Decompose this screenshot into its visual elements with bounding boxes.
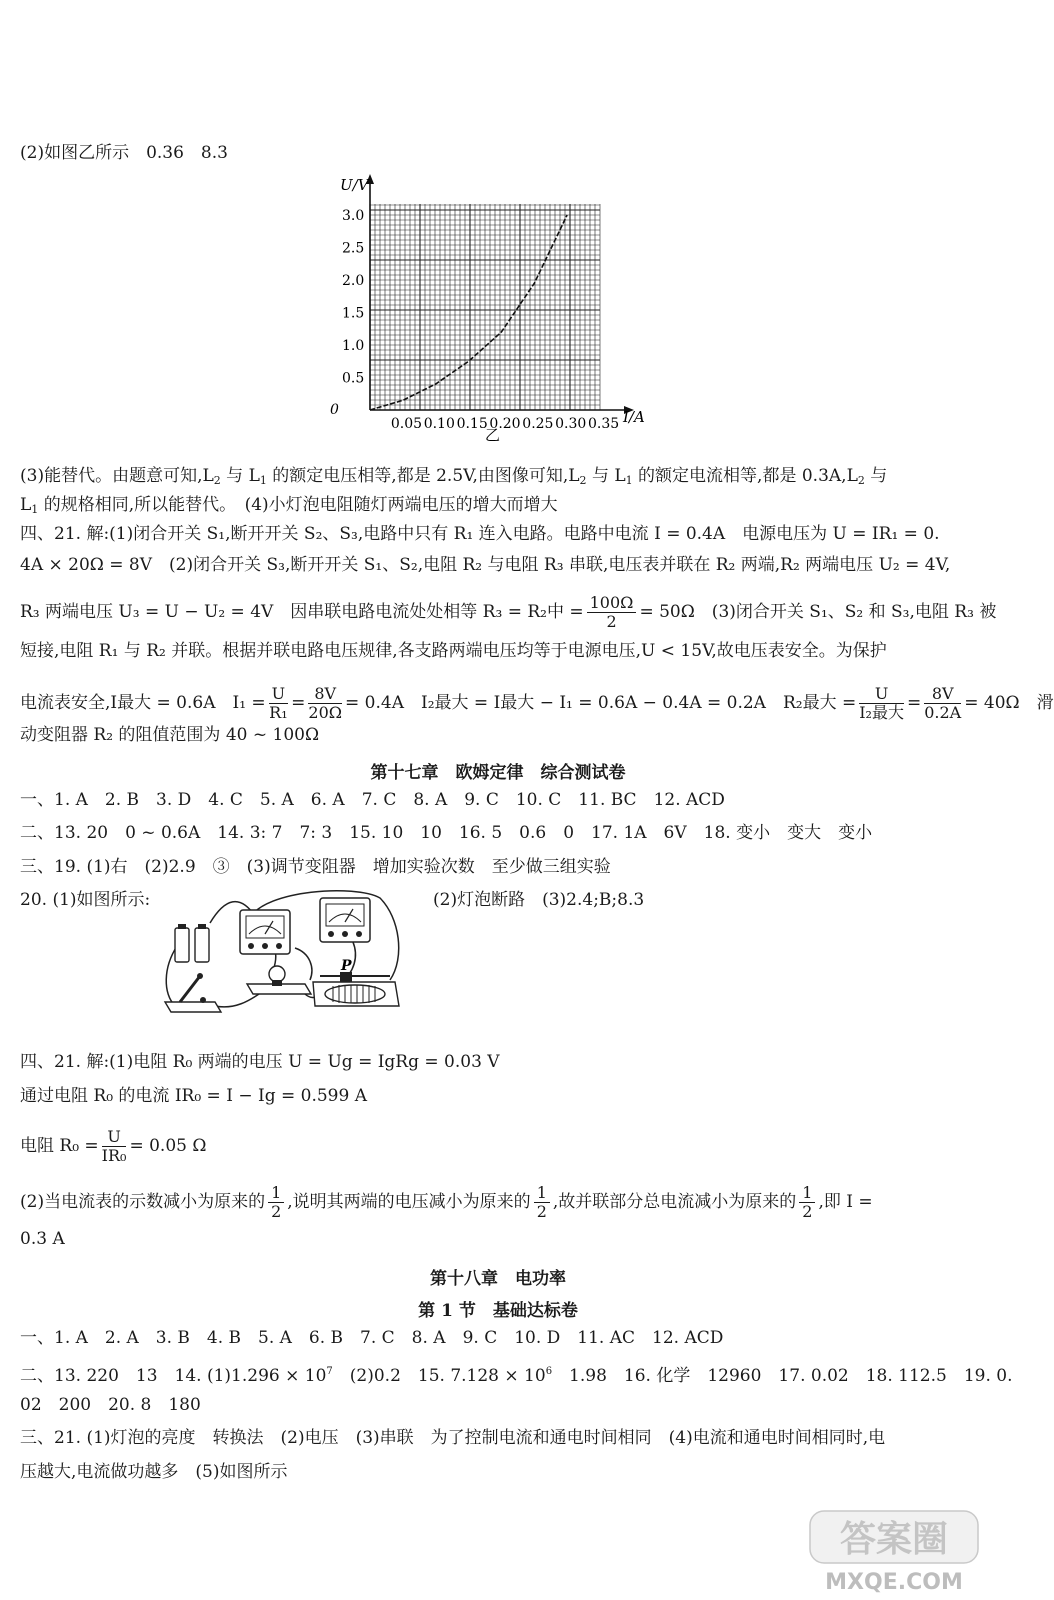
ch17-q21-line1: 四、21. 解:(1)电阻 R₀ 两端的电压 U = Ug = IgRg = 0.03 V (20, 1052, 500, 1072)
ch18-section2-line2: 02 200 20. 8 180 (20, 1395, 201, 1415)
u-i-curve (370, 215, 567, 410)
battery-pack (175, 924, 209, 962)
ch17-q21-line4: (2)当电流表的示数减小为原来的 $\frac{1}{2}$ ,说明其两端的电压减小为原来的 $\frac{1}{2}$ ,故并联部分总电流减小为原来的 $\frac{1}{2}$ ,即 I = (20, 1183, 873, 1221)
ch17-q20: 20. (1)如图所示: (20, 890, 151, 910)
watermark-logo (806, 1505, 982, 1595)
y-tick-label: 1.5 (342, 305, 365, 322)
y-tick-label: 0.5 (342, 370, 365, 387)
x-tick-label: 0.35 (588, 416, 620, 432)
section-1-heading: 第 1 节 基础达标卷 (418, 1301, 578, 1321)
fraction: $\frac{100\Omega}{2}$ (587, 594, 637, 631)
graph-grid (370, 204, 600, 410)
ch18-section1: 一、1. A 2. A 3. B 4. B 5. A 6. B 7. C 8. A 9. C 10. D 11. AC 12. ACD (20, 1328, 724, 1348)
bulb (247, 966, 311, 994)
ammeter (240, 910, 290, 954)
chapter-17-heading: 第十七章 欧姆定律 综合测试卷 (370, 763, 626, 783)
x-tick-label: 0.05 (390, 416, 423, 432)
q21-line5: 电流表安全,I最大 = 0.6A I₁ = $\frac{U}{\text{R₁}}$ = $\frac{8V}{20\Omega}$ = 0.4A I₂最大 = I最大 − I₁ = 0.6A − 0.4A = 0.2A R₂最大 = $\frac{U}{\text{I₂最大}}$ = $\frac{8V}{0.2A}$ = 40Ω 滑 (20, 684, 1054, 722)
x-tick-label: 0.10 (423, 416, 455, 432)
q21-line4: 短接,电阻 R₁ 与 R₂ 并联。根据并联电路电压规律,各支路两端电压均等于电源电压,U < 15V,故电压表安全。为保护 (20, 641, 887, 661)
ch17-q21-line3: 电阻 R₀ = $\frac{U}{\text{IR₀}}$ = 0.05 Ω (20, 1127, 207, 1165)
watermark-text: 答案圈 (839, 1519, 949, 1560)
slider-label: P (341, 958, 352, 974)
watermark-url: MXQE.COM (825, 1570, 963, 1595)
x-axis-label: I/A (623, 408, 645, 426)
u-i-graph (330, 172, 650, 444)
answer-3-line2: $L_1$ 的规格相同,所以能替代。 (4)小灯泡电阻随灯两端电压的增大而增大 (20, 495, 558, 516)
x-tick-label: 0.30 (555, 416, 587, 432)
rheostat (313, 972, 399, 1006)
voltmeter (320, 898, 370, 942)
origin-label: 0 (330, 402, 339, 418)
chapter-18-heading: 第十八章 电功率 (430, 1269, 566, 1289)
q21-line1: 四、21. 解:(1)闭合开关 S₁,断开开关 S₂、S₃,电路中只有 R₁ 连入电路。电路中电流 I = 0.4A 电源电压为 U = IR₁ = 0. (20, 524, 940, 544)
answer-3-line1: (3)能替代。由题意可知$,L_2$ 与 $L_1$ 的额定电压相等,都是 2.5V,由图像可知$,L_2$ 与 $L_1$ 的额定电流相等,都是 $0.3A,L_2$ 与 (20, 466, 888, 487)
graph-caption: 乙 (485, 426, 501, 444)
ch17-section2: 二、13. 20 0 ~ 0.6A 14. 3: 7 7: 3 15. 10 10 16. 5 0.6 0 17. 1A 6V 18. 变小 变大 变小 (20, 823, 873, 843)
circuit-diagram (155, 888, 415, 1018)
line-graph-intro: (2)如图乙所示 0.36 8.3 (20, 143, 228, 163)
ch17-section1: 一、1. A 2. B 3. D 4. C 5. A 6. A 7. C 8. A 9. C 10. C 11. BC 12. ACD (20, 790, 725, 810)
ch18-section3-line2: 压越大,电流做功越多 (5)如图所示 (20, 1462, 288, 1482)
ch17-q20-answers: (2)灯泡断路 (3)2.4;B;8.3 (433, 890, 645, 910)
ch17-section3: 三、19. (1)右 (2)2.9 ③ (3)调节变阻器 增加实验次数 至少做三组实验 (20, 857, 611, 877)
ch17-q21-line2: 通过电阻 R₀ 的电流 IR₀ = I − Ig = 0.599 A (20, 1086, 367, 1106)
x-tick-label: 0.20 (489, 416, 521, 432)
ch17-q21-line5: 0.3 A (20, 1229, 65, 1249)
y-tick-label: 2.0 (342, 273, 365, 289)
wire (295, 948, 312, 980)
y-tick-label: 1.0 (342, 338, 365, 354)
y-axis-label: U/V (340, 176, 369, 194)
q21-line2: 4A × 20Ω = 8V (2)闭合开关 S₃,断开开关 S₁、S₂,电阻 R₂ 与电阻 R₃ 串联,电压表并联在 R₂ 两端,R₂ 两端电压 U₂ = 4V, (20, 555, 951, 575)
x-tick-label: 0.15 (456, 416, 488, 432)
switch (165, 973, 221, 1012)
q21-line6: 动变阻器 R₂ 的阻值范围为 40 ~ 100Ω (20, 725, 320, 745)
y-tick-label: 3.0 (342, 208, 365, 224)
x-tick-label: 0.25 (522, 416, 554, 432)
wire (215, 994, 259, 1007)
y-tick-label: 2.5 (342, 240, 365, 257)
ch18-section2-line1: 二、13. 220 13 14. $(1)1.296 \times 10^7$ (2)0.2 15. $7.128 \times 10^6$ 1.98 16. 化学 12960 17. 0.02 18. 112.5 19. 0. (20, 1366, 1013, 1386)
q21-line3: R₃ 两端电压 U₃ = U − U₂ = 4V 因串联电路电流处处相等 R₃ = R₂中 = $\frac{100\Omega}{2}$ = 50Ω (3)闭合开关 S₁、S₂ 和 S₃,电阻 R₃ 被 (20, 593, 997, 631)
ch18-section3-line1: 三、21. (1)灯泡的亮度 转换法 (2)电压 (3)串联 为了控制电流和通电时间相同 (4)电流和通电时间相同时,电 (20, 1428, 886, 1448)
